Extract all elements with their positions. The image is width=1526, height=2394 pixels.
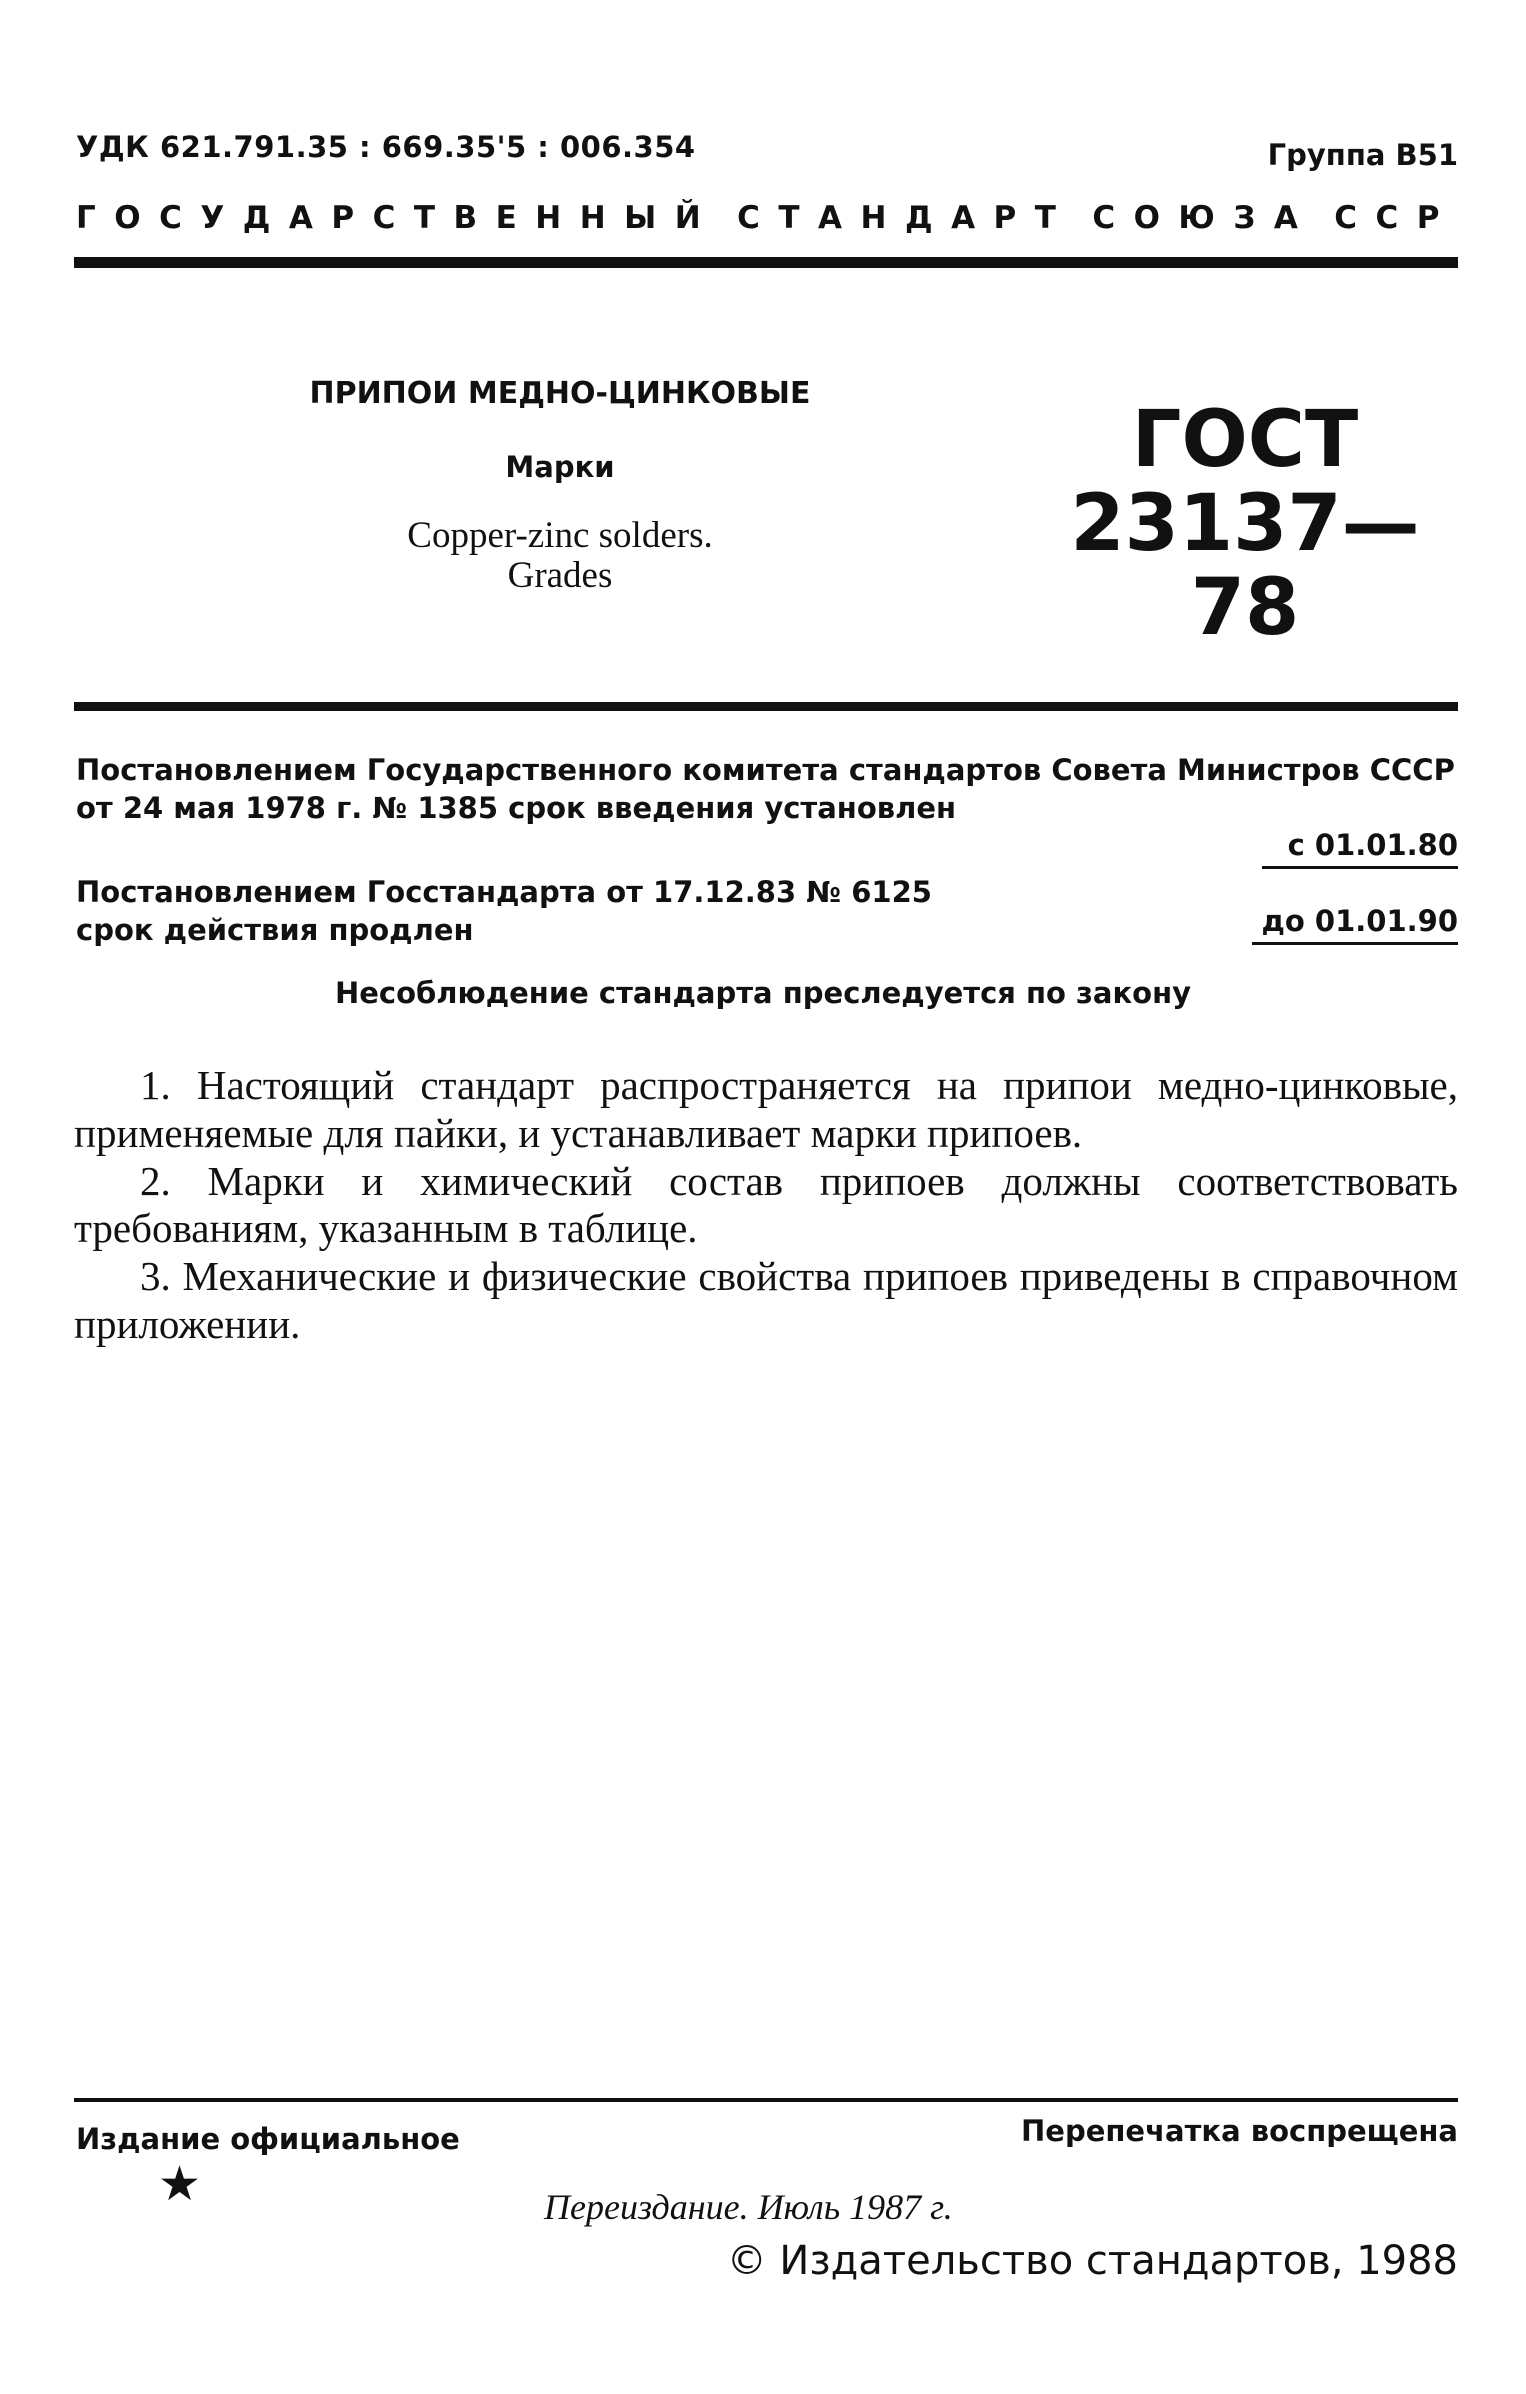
gost-number: 23137—78 [1070, 479, 1420, 654]
group-code: Группа В51 [1267, 138, 1458, 172]
legal-notice: Несоблюдение стандарта преследуется по закону [334, 976, 1192, 1010]
publisher-copyright: © Издательство стандартов, 1988 [726, 2238, 1458, 2284]
decree-line: Постановлением Госстандарта от 17.12.83 № 6125 [76, 875, 932, 909]
official-edition: Издание официальное [76, 2122, 460, 2156]
header-divider [74, 257, 1458, 268]
standard-subtitle: Марки [505, 450, 615, 484]
footer-divider [74, 2098, 1458, 2102]
state-standard-word: СОЮЗА [1092, 200, 1317, 236]
decree-line: Постановлением Государственного комитета стандартов Совета Министров СССР [76, 753, 1455, 787]
standard-body [74, 1062, 1458, 1349]
effective-date: с 01.01.80 [1262, 828, 1458, 869]
standard-title: ПРИПОИ МЕДНО-ЦИНКОВЫЕ [309, 376, 811, 411]
gost-label: ГОСТ [1131, 395, 1359, 485]
title-divider [74, 702, 1458, 711]
reprint-info: Переиздание. Июль 1987 г. [544, 2187, 953, 2227]
english-title-line: Copper-zinc solders. [407, 515, 713, 556]
english-title [250, 516, 870, 596]
paragraph: 2. Марки и химический состав припоев должны соответствовать требованиям, указанным в таблице. [74, 1157, 1458, 1252]
star-icon: ★ [158, 2156, 202, 2212]
english-title-line: Grades [507, 554, 613, 596]
state-standard-word: ГОСУДАРСТВЕННЫЙ [76, 200, 720, 236]
gost-designation [1070, 395, 1420, 654]
state-standard-heading [76, 200, 1458, 236]
state-standard-word: СТАНДАРТ [737, 200, 1075, 236]
extended-date: до 01.01.90 [1252, 904, 1458, 945]
decree-line: от 24 мая 1978 г. № 1385 срок введения установлен [76, 791, 957, 825]
paragraph: 3. Механические и физические свойства припоев приведены в справочном приложении. [74, 1253, 1458, 1347]
decree-line: срок действия продлен [76, 913, 474, 947]
no-reprint-notice: Перепечатка воспрещена [1021, 2114, 1458, 2148]
state-standard-word: ССР [1334, 200, 1458, 236]
udk-code: УДК 621.791.35 : 669.35'5 : 006.354 [76, 130, 696, 164]
paragraph: 1. Настоящий стандарт распространяется на припои медно-цинковые, применяемые для пайки, и устанавливает марки припоев. [74, 1062, 1458, 1156]
